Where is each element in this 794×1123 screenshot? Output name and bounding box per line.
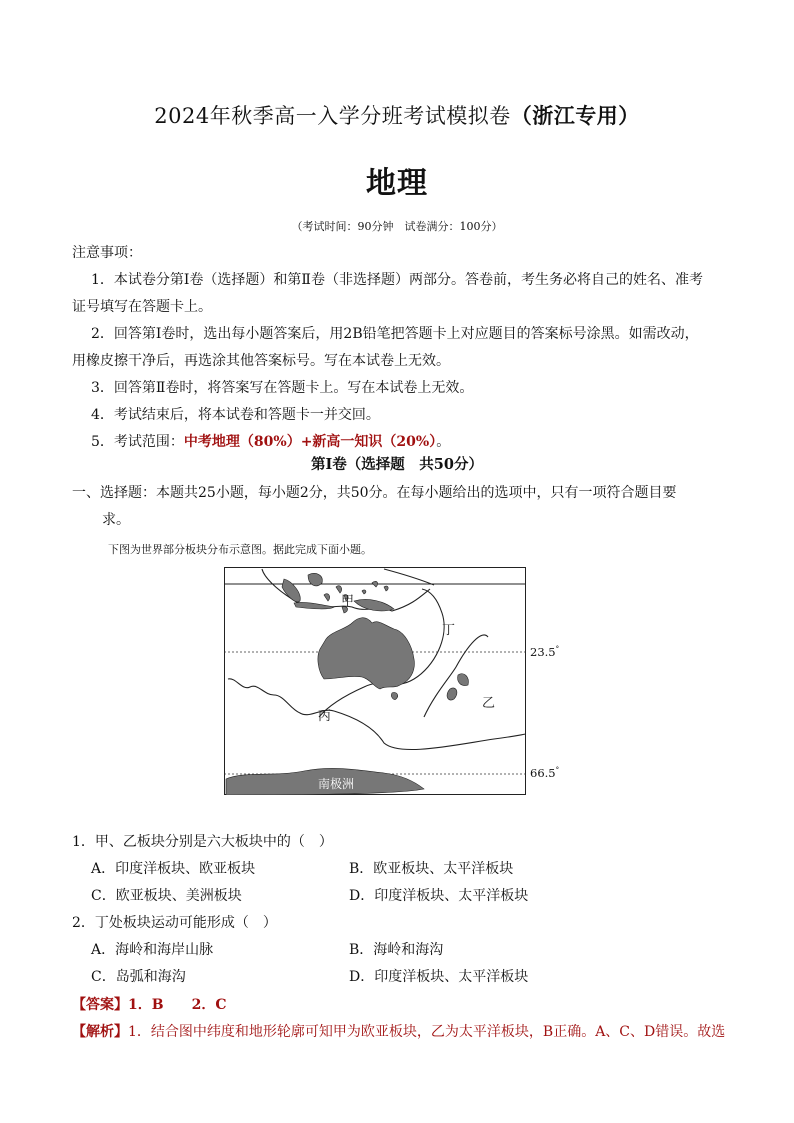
notice-item-2-line-2: 用橡皮擦干净后，再选涂其他答案标号。写在本试卷上无效。	[72, 353, 450, 369]
exam-scope: 中考地理（80%）+新高一知识（20%）	[183, 434, 437, 450]
notice-item-2-line-1: 2．回答第Ⅰ卷时，选出每小题答案后，用2B铅笔把答题卡上对应题目的答案标号涂黑。如需改动，	[91, 326, 699, 342]
question-2-stem: 2．丁处板块运动可能形成（ ）	[72, 915, 277, 931]
question-1-option-c: C．欧亚板块、美洲板块	[91, 888, 242, 904]
exam-title-suffix: （浙江专用）	[510, 104, 640, 128]
notice-item-1-line-1: 1．本试卷分第Ⅰ卷（选择题）和第Ⅱ卷（非选择题）两部分。答卷前，考生务必将自己的姓名、准考	[91, 272, 703, 288]
plate-map-svg	[224, 567, 526, 795]
label-jia: 甲	[341, 594, 355, 609]
answer-text: 1．B 2．C	[128, 997, 227, 1013]
question-1-option-b: B．欧亚板块、太平洋板块	[349, 861, 514, 877]
notice-item-3: 3．回答第Ⅱ卷时，将答案写在答题卡上。写在本试卷上无效。	[91, 380, 474, 396]
notice-heading: 注意事项：	[72, 245, 142, 261]
subject-title: 地理	[366, 166, 428, 201]
exam-title	[0, 100, 794, 130]
answer-line	[72, 994, 226, 1014]
section-title: 第Ⅰ卷（选择题 共50分）	[311, 456, 483, 473]
analysis-label: 【解析】	[72, 1024, 128, 1040]
exam-title-main: 2024年秋季高一入学分班考试模拟卷	[154, 104, 511, 128]
question-2-option-c: C．岛弧和海沟	[91, 969, 186, 985]
notice-item-5-prefix: 5．考试范围：	[91, 434, 184, 450]
section-instruction-line-2: 求。	[102, 512, 130, 528]
question-2-option-d: D．印度洋板块、太平洋板块	[349, 969, 529, 985]
question-1-stem: 1．甲、乙板块分别是六大板块中的（ ）	[72, 834, 333, 850]
figure-caption: 下图为世界部分板块分布示意图。据此完成下面小题。	[108, 543, 372, 556]
notice-item-5	[91, 432, 450, 452]
analysis-line	[72, 1021, 725, 1041]
answer-label: 【答案】	[72, 997, 128, 1013]
exam-info: （考试时间：90分钟 试卷满分：100分）	[291, 220, 503, 233]
notice-item-1-line-2: 证号填写在答题卡上。	[72, 299, 212, 315]
label-antarctica: 南极洲	[318, 777, 355, 791]
lat-label-tropic: 23.5°	[530, 645, 560, 659]
notice-item-4: 4．考试结束后，将本试卷和答题卡一并交回。	[91, 407, 380, 423]
plate-map	[224, 567, 560, 795]
analysis-text: 1．结合图中纬度和地形轮廓可知甲为欧亚板块，乙为太平洋板块，B正确。A、C、D错误。故选	[128, 1024, 726, 1040]
question-2-option-b: B．海岭和海沟	[349, 942, 444, 958]
label-yi: 乙	[482, 696, 496, 711]
section-instruction-line-1: 一、选择题：本题共25小题，每小题2分，共50分。在每小题给出的选项中，只有一项符合题目要	[72, 485, 677, 501]
question-1-option-a: A．印度洋板块、欧亚板块	[91, 861, 256, 877]
lat-label-polar: 66.5°	[530, 766, 560, 780]
question-1-option-d: D．印度洋板块、太平洋板块	[349, 888, 529, 904]
tasmania-land	[391, 692, 397, 699]
notice-item-5-suffix: 。	[436, 434, 451, 450]
label-bing: 丙	[318, 709, 332, 724]
question-2-option-a: A．海岭和海岸山脉	[91, 942, 214, 958]
label-ding: 丁	[442, 623, 456, 638]
